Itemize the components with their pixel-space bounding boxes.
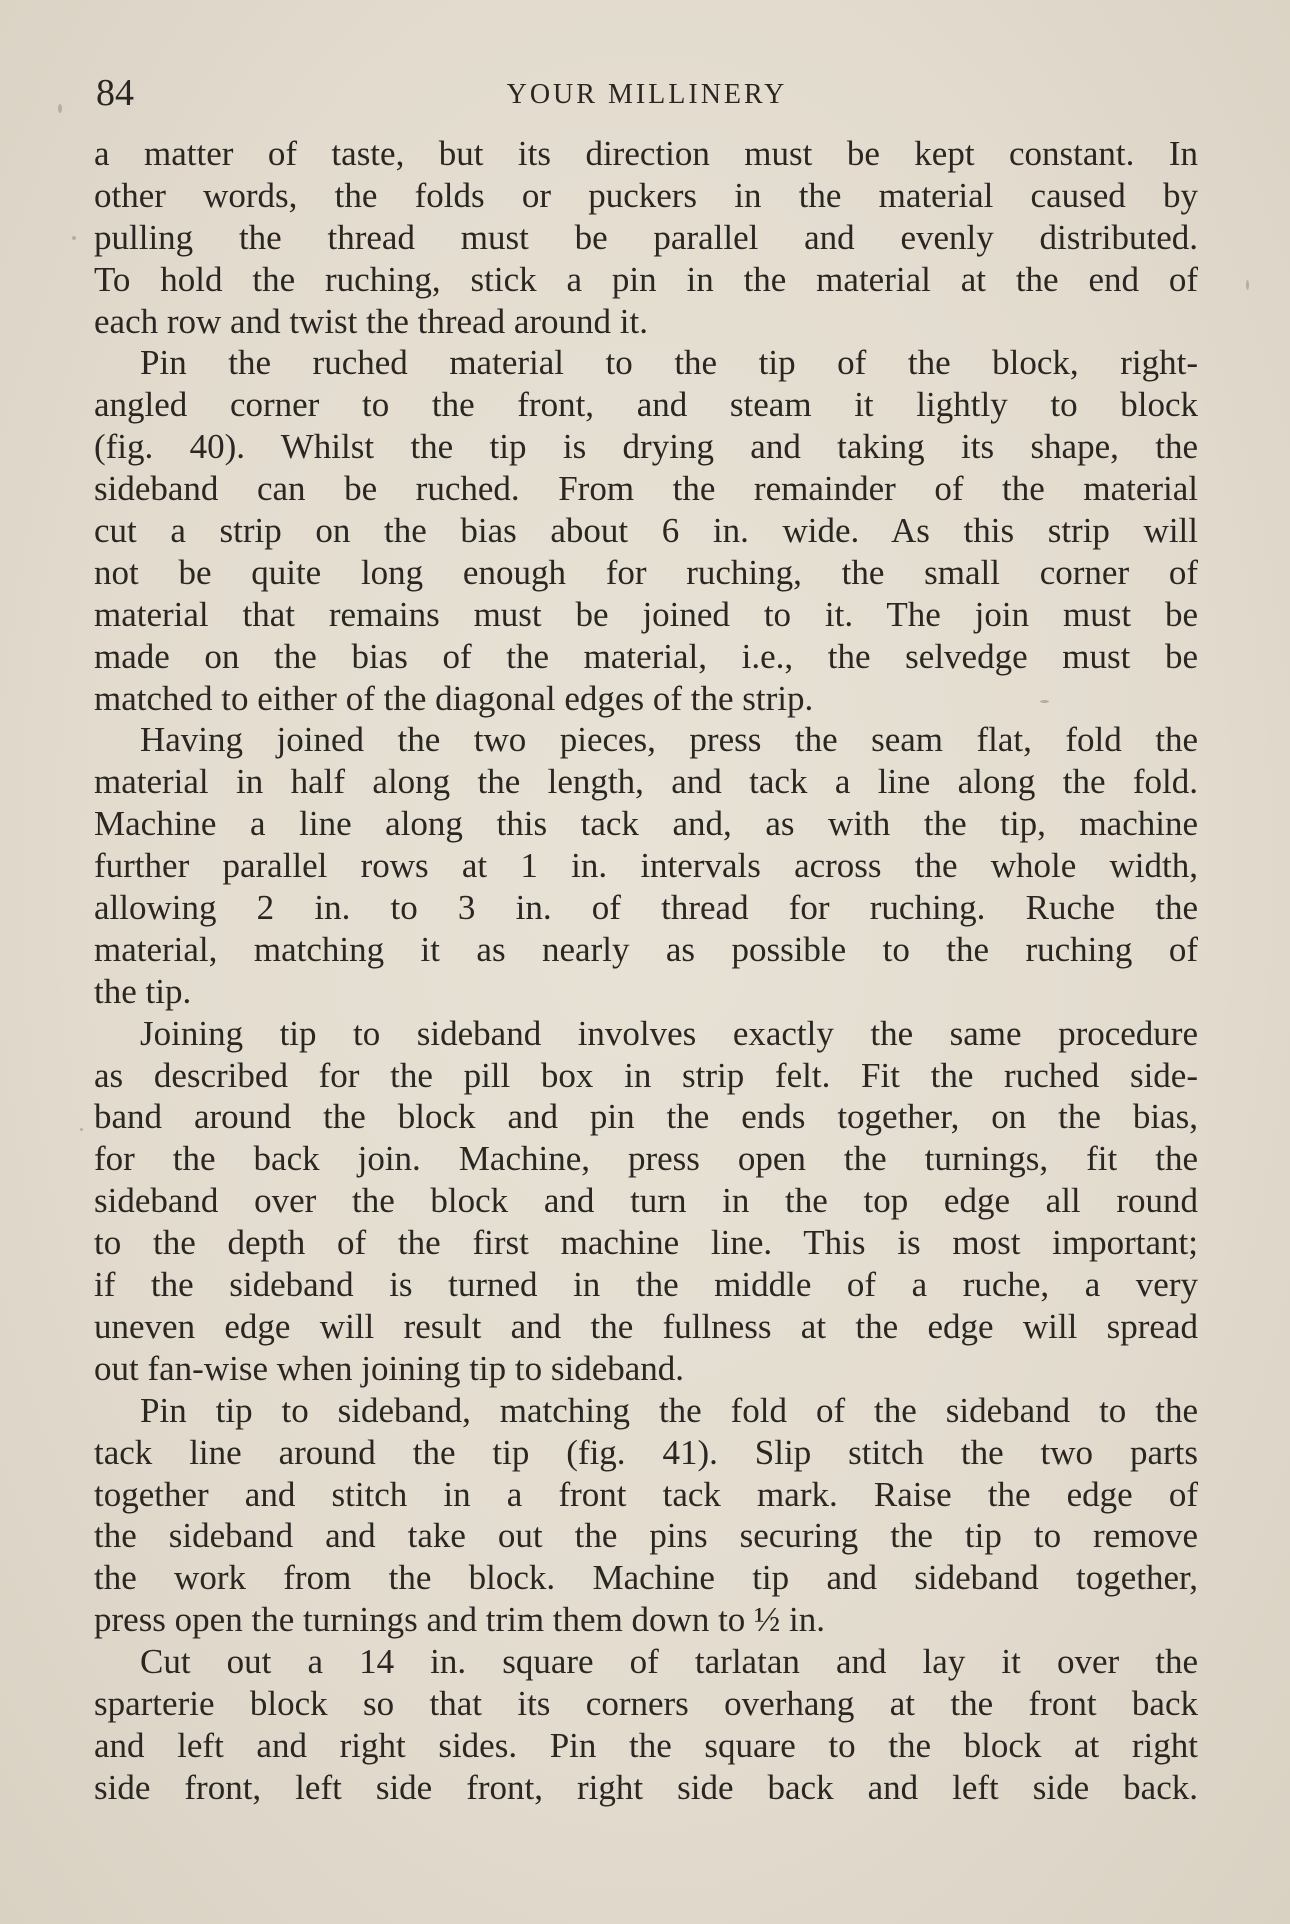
text-line: pulling the thread must be parallel and evenly distributed. (94, 217, 1198, 257)
text-line: sparterie block so that its corners overhang at the front back (94, 1683, 1198, 1723)
text-line: uneven edge will result and the fullness at the edge will spread (94, 1306, 1198, 1346)
text-line: press open the turnings and trim them down to ½ in. (94, 1600, 826, 1640)
paper-speck (1246, 280, 1249, 290)
text-line: material, matching it as nearly as possible to the ruching of (94, 929, 1198, 969)
text-line: if the sideband is turned in the middle of a ruche, a very (94, 1265, 1198, 1305)
text-line: other words, the folds or puckers in the material caused by (94, 175, 1198, 215)
text-line: material in half along the length, and tack a line along the fold. (94, 762, 1198, 802)
paper-speck (72, 236, 76, 240)
text-line: Pin the ruched material to the tip of the block, right- (140, 343, 1198, 383)
text-line: sideband can be ruched. From the remainder of the material (94, 469, 1198, 509)
page-number: 84 (96, 72, 134, 114)
text-line: to the depth of the first machine line. This is most important; (94, 1223, 1198, 1263)
text-line: a matter of taste, but its direction must be kept constant. In (94, 134, 1198, 173)
paragraph (94, 1390, 1198, 1641)
text-line: together and stitch in a front tack mark. Raise the edge of (94, 1474, 1198, 1514)
paragraph (94, 719, 1198, 1012)
paragraph (94, 1013, 1198, 1390)
text-line: tack line around the tip (fig. 41). Slip stitch the two parts (94, 1432, 1198, 1472)
text-line: To hold the ruching, stick a pin in the material at the end of (94, 259, 1198, 299)
paper-speck (80, 1128, 83, 1131)
text-line: (fig. 40). Whilst the tip is drying and taking its shape, the (94, 427, 1198, 467)
text-line: side front, left side front, right side back and left side back. (94, 1767, 1198, 1807)
text-line: further parallel rows at 1 in. intervals across the whole width, (94, 846, 1198, 886)
paragraph (94, 1641, 1198, 1809)
paper-speck (58, 104, 62, 113)
text-line: angled corner to the front, and steam it lightly to block (94, 385, 1198, 425)
text-line: not be quite long enough for ruching, the small corner of (94, 552, 1198, 592)
text-line: band around the block and pin the ends together, on the bias, (94, 1097, 1198, 1137)
text-line: cut a strip on the bias about 6 in. wide. As this strip will (94, 511, 1198, 551)
page-header (96, 68, 1198, 118)
paragraph (94, 342, 1198, 719)
text-line: matched to either of the diagonal edges of the strip. (94, 678, 814, 718)
text-line: out fan-wise when joining tip to sideband. (94, 1348, 685, 1388)
text-line: sideband over the block and turn in the top edge all round (94, 1181, 1198, 1221)
text-line: made on the bias of the material, i.e., the selvedge must be (94, 636, 1198, 676)
text-line: Cut out a 14 in. square of tarlatan and lay it over the (140, 1642, 1198, 1682)
text-line: material that remains must be joined to it. The join must be (94, 594, 1198, 634)
text-line: each row and twist the thread around it. (94, 301, 648, 341)
text-line: as described for the pill box in strip felt. Fit the ruched side- (94, 1055, 1198, 1095)
text-line: Having joined the two pieces, press the seam flat, fold the (140, 720, 1198, 760)
text-line: the tip. (94, 971, 192, 1011)
text-line: and left and right sides. Pin the square to the block at right (94, 1725, 1198, 1765)
text-line: Pin tip to sideband, matching the fold of the sideband to the (140, 1390, 1198, 1430)
text-line: Machine a line along this tack and, as with the tip, machine (94, 804, 1198, 844)
body-text (94, 133, 1198, 1809)
text-line: the sideband and take out the pins securing the tip to remove (94, 1516, 1198, 1556)
text-line: for the back join. Machine, press open the turnings, fit the (94, 1139, 1198, 1179)
text-line: the work from the block. Machine tip and sideband together, (94, 1558, 1198, 1598)
text-line: Joining tip to sideband involves exactly the same procedure (140, 1013, 1198, 1053)
paragraph (94, 133, 1198, 342)
running-head: YOUR MILLINERY (506, 79, 788, 110)
text-line: allowing 2 in. to 3 in. of thread for ruching. Ruche the (94, 888, 1198, 928)
